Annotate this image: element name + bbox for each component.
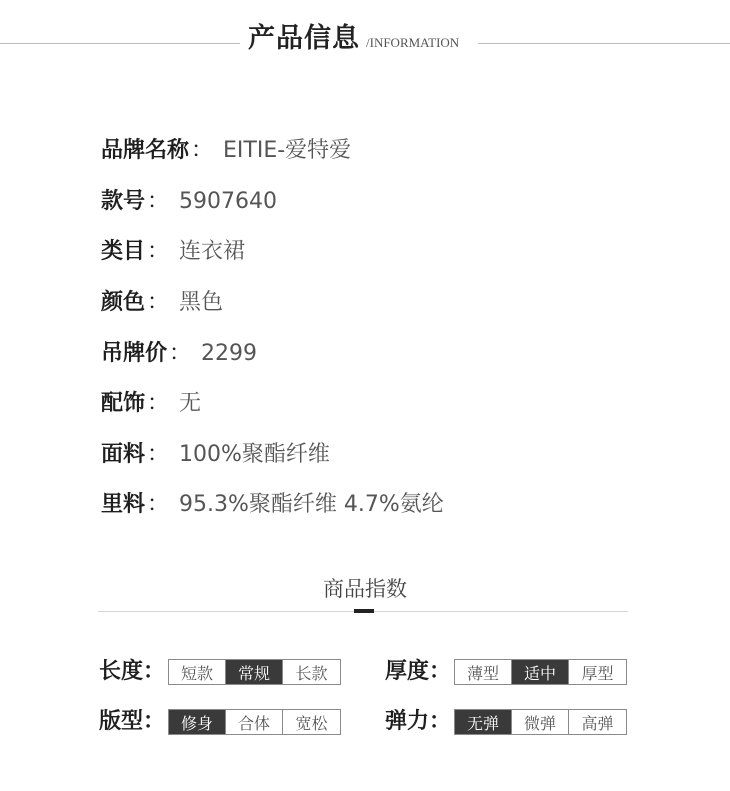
info-value: 黑色 [179, 290, 224, 316]
info-row-category [101, 227, 444, 278]
elasticity-option: 微弹 [512, 710, 569, 734]
info-value: 无 [179, 391, 202, 417]
info-colon: ： [147, 391, 170, 417]
length-option: 短款 [169, 660, 226, 684]
info-colon: ： [147, 290, 170, 316]
thickness-scale [454, 659, 627, 685]
length-option: 常规 [226, 660, 283, 684]
elasticity-option: 无弹 [455, 710, 512, 734]
info-row-accessories [101, 379, 444, 430]
info-value: 100%聚酯纤维 [179, 441, 330, 467]
info-value: 95.3%聚酯纤维 4.7%氨纶 [179, 492, 444, 518]
fit-scale [168, 709, 341, 735]
section-subtitle: /INFORMATION [366, 35, 460, 50]
info-label: 配饰 [101, 391, 146, 417]
info-colon: ： [147, 239, 170, 265]
fit-option: 合体 [226, 710, 283, 734]
fit-option: 修身 [169, 710, 226, 734]
info-colon: ： [147, 492, 170, 518]
product-info-list [101, 126, 444, 531]
info-label: 类目 [101, 239, 146, 265]
info-row-color [101, 278, 444, 329]
info-label: 里料 [101, 492, 146, 518]
elasticity-scale [454, 709, 627, 735]
header-divider-right [478, 43, 730, 44]
info-row-tag-price [101, 328, 444, 379]
elasticity-label: 弹力： [385, 709, 452, 734]
index-title-underline [354, 609, 374, 613]
length-option: 长款 [283, 660, 340, 684]
info-row-lining [101, 480, 444, 531]
info-label: 品牌名称 [101, 138, 190, 164]
info-label: 款号 [101, 188, 146, 214]
info-value: EITIE-爱特爱 [223, 138, 352, 164]
info-value: 2299 [201, 340, 258, 366]
info-colon: ： [191, 138, 214, 164]
header-divider-left [0, 43, 240, 44]
info-label: 颜色 [101, 290, 146, 316]
elasticity-option: 高弹 [569, 710, 626, 734]
info-row-style-number [101, 177, 444, 228]
thickness-label: 厚度： [385, 659, 452, 684]
section-title: 产品信息 [248, 23, 360, 54]
info-colon: ： [169, 340, 192, 366]
info-colon: ： [147, 441, 170, 467]
length-label: 长度： [99, 659, 166, 684]
index-title: 商品指数 [323, 577, 407, 601]
info-row-brand [101, 126, 444, 177]
info-row-fabric [101, 430, 444, 481]
info-label: 吊牌价 [101, 340, 168, 366]
info-colon: ： [147, 188, 170, 214]
thickness-option: 厚型 [569, 660, 626, 684]
fit-label: 版型： [99, 709, 166, 734]
info-value: 连衣裙 [179, 239, 246, 265]
info-value: 5907640 [179, 188, 278, 214]
length-scale [168, 659, 341, 685]
info-label: 面料 [101, 441, 146, 467]
thickness-option: 适中 [512, 660, 569, 684]
thickness-option: 薄型 [455, 660, 512, 684]
fit-option: 宽松 [283, 710, 340, 734]
